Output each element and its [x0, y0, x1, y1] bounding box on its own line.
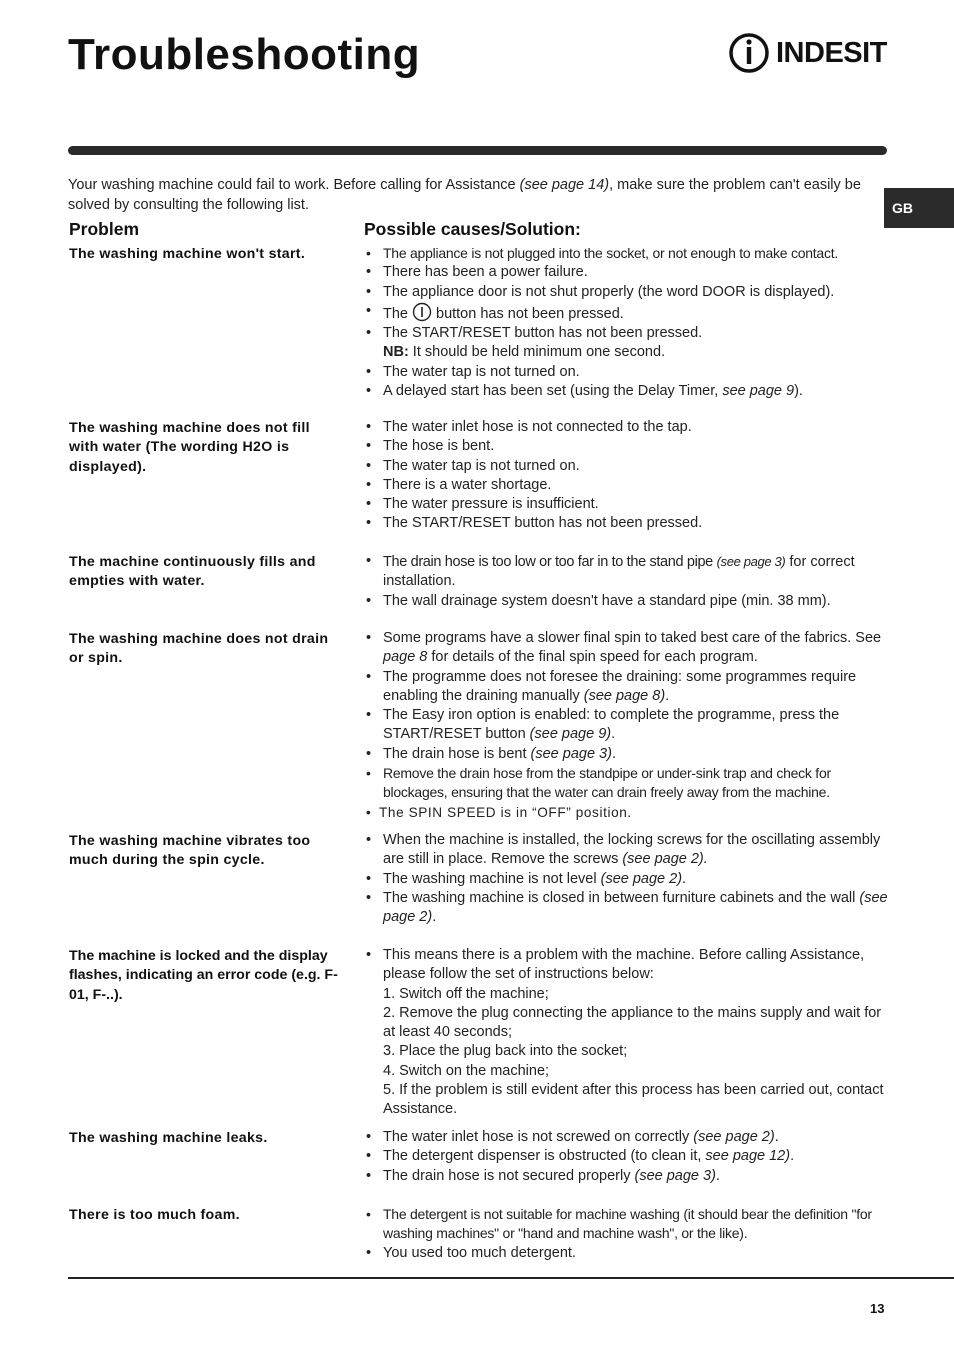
list-item: • The hose is bent.: [364, 437, 894, 456]
page-ref: (see page 2).: [622, 851, 708, 868]
brand-name: INDESIT: [776, 36, 887, 69]
list-item: • The START/RESET button has not been pressed.: [364, 324, 894, 343]
instruction-step: 4. Switch on the machine;: [383, 1062, 550, 1079]
list-item-text: The programme does not foresee the draining: some programmes require enabling the draining manually: [383, 668, 857, 704]
list-item-text: The washing machine is closed in between furniture cabinets and the wall: [383, 889, 860, 906]
list-item: [364, 831, 894, 870]
causes-no-water-fill: [364, 418, 894, 534]
list-item-text: .: [715, 1167, 720, 1184]
list-item: • The water tap is not turned on.: [364, 363, 894, 382]
list-item: [364, 668, 894, 707]
power-logo-icon: [728, 32, 770, 74]
problem-no-drain-spin: The washing machine does not drain or spin.: [69, 631, 329, 667]
causes-wont-start: [364, 244, 894, 401]
page-ref: page 8: [383, 649, 428, 666]
list-item-text: button has not been pressed.: [436, 305, 624, 322]
list-item: • This means there is a problem with the machine. Before calling Assistance, please follow the set of instructions below:: [364, 946, 894, 985]
page-ref: see page 9: [722, 383, 795, 400]
list-item-text: .: [665, 687, 670, 704]
list-item-text: .: [432, 909, 437, 926]
list-item: • The appliance door is not shut properly (the word DOOR is displayed).: [364, 283, 894, 302]
list-item-text: The washing machine is not level: [383, 870, 601, 887]
instruction-step: 5. If the problem is still evident after this process has been carried out, contact Assistance.: [383, 1082, 884, 1118]
list-item-text: The detergent dispenser is obstructed (to clean it,: [383, 1148, 706, 1165]
list-item-text: .: [611, 726, 616, 743]
list-item-text: The drain hose is bent: [383, 745, 531, 762]
note-item: [364, 343, 894, 362]
problem-no-water-fill: The washing machine does not fill with water (The wording H2O is displayed).: [69, 420, 310, 475]
list-item: [364, 629, 894, 668]
list-item-text: The drain hose is not secured properly: [383, 1167, 635, 1184]
problem-fills-and-empties: The machine continuously fills and empties with water.: [69, 554, 316, 590]
list-item-text: ).: [794, 383, 803, 400]
causes-locked-error-code: [364, 946, 894, 1120]
list-item: [364, 1147, 894, 1166]
list-item: • The water tap is not turned on.: [364, 457, 894, 476]
list-item: [364, 302, 894, 324]
list-item: • There is a water shortage.: [364, 476, 894, 495]
instruction-step: 2. Remove the plug connecting the appliance to the mains supply and wait for at least 40 seconds;: [383, 1004, 882, 1041]
list-item: • The appliance is not plugged into the socket, or not enough to make contact.: [364, 244, 894, 263]
note-label: NB:: [383, 344, 409, 361]
bottom-rule: [68, 1277, 954, 1279]
list-item: • You used too much detergent.: [364, 1244, 894, 1263]
list-item: [364, 745, 894, 764]
causes-vibrates: [364, 831, 894, 927]
note-text: It should be held minimum one second.: [408, 344, 666, 361]
page-title: Troubleshooting: [68, 30, 421, 79]
page-ref: (see page 3): [634, 1167, 716, 1184]
causes-no-drain-spin: [364, 629, 894, 822]
page-ref: (see page 3): [716, 554, 786, 569]
problem-too-much-foam: There is too much foam.: [69, 1207, 240, 1223]
list-item-text: The drain hose is too low or too far in to the stand pipe: [383, 554, 717, 570]
intro-text: [68, 176, 868, 215]
list-item: [364, 382, 894, 401]
list-item: • The water pressure is insufficient.: [364, 495, 894, 514]
list-item: [364, 1167, 894, 1186]
intro-part: , make sure the problem can't easily be solved by consulting the following list.: [68, 177, 861, 213]
list-item: • The detergent is not suitable for machine washing (it should bear the definition "for washing machines" or "hand and machine wash", or the like).: [364, 1205, 894, 1244]
list-item-text: .: [774, 1129, 779, 1145]
causes-too-much-foam: [364, 1205, 894, 1263]
list-item-text: The Easy iron option is enabled: to complete the programme, press the START/RESET button: [383, 707, 840, 743]
top-rule: [68, 146, 887, 155]
page-ref: (see page 2): [383, 889, 888, 926]
list-item: • The wall drainage system doesn't have a standard pipe (min. 38 mm).: [364, 592, 894, 611]
page-ref: (see page 8): [583, 687, 666, 704]
intro-page-ref: (see page 14): [519, 177, 610, 193]
page-ref: (see page 2): [600, 870, 683, 887]
list-item-text: .: [611, 745, 616, 762]
indesit-logo: [728, 32, 887, 74]
problem-locked-error-code: The machine is locked and the display flashes, indicating an error code (e.g. F-01, F-..).: [69, 948, 338, 1003]
causes-fills-and-empties: [364, 552, 894, 611]
list-item: [364, 552, 894, 592]
list-item-text: Some programs have a slower final spin to taked best care of the fabrics. See: [383, 630, 882, 646]
instruction-step: 1. Switch off the machine;: [383, 985, 549, 1002]
list-item-text: .: [682, 870, 687, 887]
causes-column-header: Possible causes/Solution:: [364, 219, 581, 239]
list-item-text: for correct installation.: [383, 554, 855, 590]
list-item: [364, 1128, 894, 1147]
page-ref: (see page 3): [530, 745, 612, 762]
list-item-text: When the machine is installed, the locking screws for the oscillating assembly are still in place. Remove the screws: [383, 832, 881, 868]
instruction-step: 3. Place the plug back into the socket;: [383, 1043, 628, 1060]
list-item-text: A delayed start has been set (using the Delay Timer,: [383, 383, 723, 400]
language-tab: GB: [884, 188, 954, 228]
list-item-text: for details of the final spin speed for each program.: [427, 649, 758, 666]
list-item: [364, 706, 894, 745]
list-item-text: .: [790, 1148, 795, 1165]
problem-leaks: The washing machine leaks.: [69, 1130, 268, 1146]
list-item: [364, 889, 894, 928]
causes-leaks: [364, 1128, 894, 1186]
problem-vibrates: The washing machine vibrates too much during the spin cycle.: [69, 833, 311, 869]
list-item: • There has been a power failure.: [364, 263, 894, 282]
intro-part: Your washing machine could fail to work. Before calling for Assistance: [68, 177, 520, 193]
list-item: • The SPIN SPEED is in “OFF” position.: [364, 803, 894, 822]
page-ref: (see page 2): [693, 1129, 775, 1145]
page-ref: (see page 9): [529, 726, 612, 743]
page-number: 13: [870, 1301, 885, 1316]
list-item: • The water inlet hose is not connected to the tap.: [364, 418, 894, 437]
list-item-text: The: [383, 305, 408, 322]
page-ref: see page 12): [705, 1148, 791, 1165]
problem-column-header: Problem: [69, 219, 140, 239]
list-item: • Remove the drain hose from the standpipe or under-sink trap and check for blockages, ensuring that the water can drain freely away from the machine.: [364, 764, 894, 803]
power-button-icon: [412, 302, 432, 322]
problem-wont-start: The washing machine won't start.: [69, 246, 306, 262]
list-item-text: The water inlet hose is not screwed on correctly: [383, 1129, 694, 1145]
list-item: • The START/RESET button has not been pressed.: [364, 514, 894, 533]
list-item: [364, 870, 894, 889]
